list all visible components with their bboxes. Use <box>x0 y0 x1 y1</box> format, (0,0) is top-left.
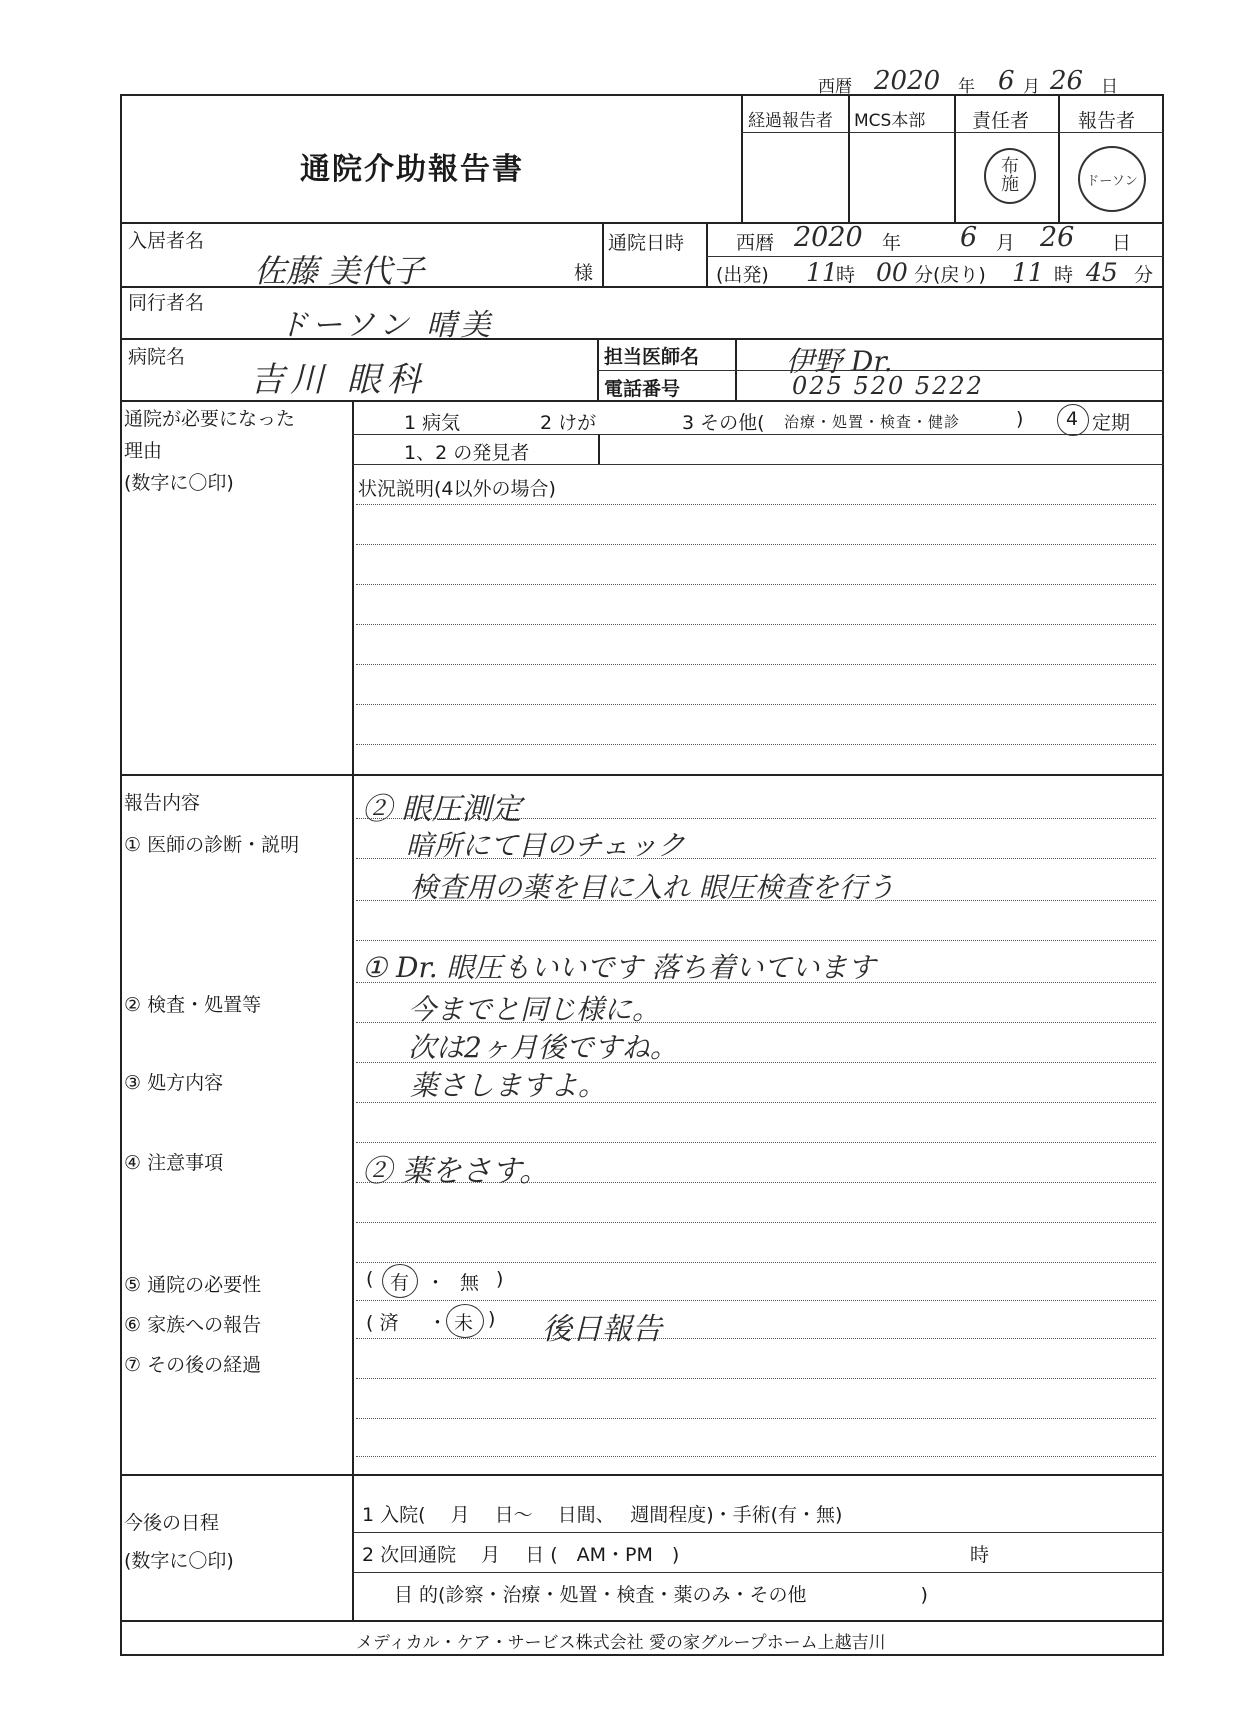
visit-label: 通院日時 <box>608 232 685 254</box>
depart-minute: 00 <box>876 258 908 287</box>
visit-day: 26 <box>1040 222 1075 253</box>
date-era: 西暦 <box>818 77 852 97</box>
approval-responsible-label: 責任者 <box>972 110 1030 132</box>
companion-label: 同行者名 <box>128 292 205 314</box>
form-title: 通院介助報告書 <box>300 152 524 187</box>
reason-label-2: 理由 <box>124 440 163 462</box>
report-text-2: 暗所にて目のチェック <box>406 829 686 862</box>
report-item-family: ⑥ 家族への報告 <box>124 1314 262 1336</box>
return-ji: 時 <box>1054 264 1074 286</box>
return-fun: 分 <box>1134 264 1154 286</box>
approval-mcs-label: MCS本部 <box>854 111 926 131</box>
reason-label-3: (数字に〇印) <box>124 472 234 494</box>
situation-label: 状況説明(4以外の場合) <box>358 478 556 500</box>
report-text-4: ① Dr. 眼圧もいいです 落ち着いています <box>362 951 876 984</box>
hospital-name: 吉川 眼科 <box>250 360 427 400</box>
hospital-label: 病院名 <box>128 346 186 368</box>
schedule-label: 今後の日程 <box>124 1512 220 1534</box>
reporter-stamp: ドーソン <box>1078 146 1146 212</box>
date-month: 6 <box>998 66 1015 96</box>
family-report-choice: ( 済 ・ 未 ) 後日報告 <box>366 1304 706 1344</box>
schedule-next-visit-hour: 時 <box>970 1544 990 1566</box>
visit-nen: 年 <box>882 232 902 254</box>
date-tsuki: 月 <box>1023 77 1040 97</box>
resident-label: 入居者名 <box>128 230 205 252</box>
schedule-label-2: (数字に〇印) <box>124 1550 234 1572</box>
report-label: 報告内容 <box>124 792 201 814</box>
return-hour: 11 <box>1012 258 1044 287</box>
visit-year: 2020 <box>794 222 863 253</box>
schedule-admission: 1 入院( 月 日〜 日間、 週間程度)・手術(有・無) <box>362 1504 843 1526</box>
depart-ji: 時 <box>836 264 856 286</box>
report-text-1: ② 眼圧測定 <box>362 792 522 827</box>
depart-hour: 11 <box>806 258 838 287</box>
depart-fun-return: 分(戻り) <box>914 264 986 286</box>
visit-month: 6 <box>960 222 978 253</box>
return-minute: 45 <box>1086 258 1118 287</box>
reason-option-4: 4 <box>1066 408 1079 430</box>
report-text-7: 薬さしますよ。 <box>410 1069 607 1102</box>
visit-hi: 日 <box>1112 232 1132 254</box>
schedule-purpose: 目 的(診察・治療・処置・検査・薬のみ・その他 ) <box>394 1584 928 1606</box>
reason-label-1: 通院が必要になった <box>124 408 296 430</box>
doctor-name: 伊野 Dr. <box>786 345 893 378</box>
resident-suffix: 様 <box>574 262 594 284</box>
report-item-prescription: ③ 処方内容 <box>124 1072 224 1094</box>
family-note: 後日報告 <box>542 1312 662 1347</box>
companion-name: ドーソン 晴美 <box>278 308 495 343</box>
doctor-label: 担当医師名 <box>604 346 700 368</box>
date-year: 2020 <box>874 66 941 96</box>
necessity-choice: ( 有 ・ 無 ) <box>366 1266 566 1300</box>
necessity-no: 無 <box>460 1272 480 1294</box>
resident-name: 佐藤 美代子 <box>254 252 425 290</box>
reason-finder-label: 1、2 の発見者 <box>404 442 530 464</box>
date-hi: 日 <box>1101 77 1118 97</box>
phone-label: 電話番号 <box>604 378 681 400</box>
report-text-8: ② 薬をさす。 <box>362 1154 550 1189</box>
report-text-6: 次は2ヶ月後ですね。 <box>408 1031 678 1064</box>
necessity-yes: 有 <box>390 1272 410 1294</box>
family-not-yet: 未 <box>454 1312 474 1334</box>
reason-option-regular: 定期 <box>1092 412 1131 434</box>
reason-option-other-close: ) <box>1016 408 1024 430</box>
report-item-diagnosis: ① 医師の診断・説明 <box>124 834 300 856</box>
footer-company: メディカル・ケア・サービス株式会社 愛の家グループホーム上越吉川 <box>356 1633 886 1653</box>
approval-progress-label: 経過報告者 <box>748 111 833 131</box>
report-item-tests: ② 検査・処置等 <box>124 994 262 1016</box>
report-text-5: 今までと同じ様に。 <box>408 993 661 1026</box>
visit-tsuki: 月 <box>996 232 1016 254</box>
visit-era: 西暦 <box>736 232 775 254</box>
reason-option-illness: 1 病気 <box>404 412 461 434</box>
report-item-progress: ⑦ その後の経過 <box>124 1354 262 1376</box>
reason-option-injury: 2 けが <box>540 412 597 434</box>
report-item-necessity: ⑤ 通院の必要性 <box>124 1274 262 1296</box>
date-nen: 年 <box>958 77 975 97</box>
phone-number: 025 520 5222 <box>792 372 984 400</box>
reason-option-other: 3 その他( <box>682 412 765 434</box>
depart-label: (出発) <box>716 264 769 286</box>
schedule-next-visit: 2 次回通院 月 日 ( AM・PM ) <box>362 1544 680 1566</box>
date-day: 26 <box>1050 66 1084 96</box>
approval-reporter-label: 報告者 <box>1078 110 1136 132</box>
reason-option-other-items: 治療・処置・検査・健診 <box>784 413 961 431</box>
report-item-cautions: ④ 注意事項 <box>124 1152 224 1174</box>
responsible-stamp: 布施 <box>984 148 1036 204</box>
report-text-3: 検査用の薬を目に入れ 眼圧検査を行う <box>410 871 895 904</box>
